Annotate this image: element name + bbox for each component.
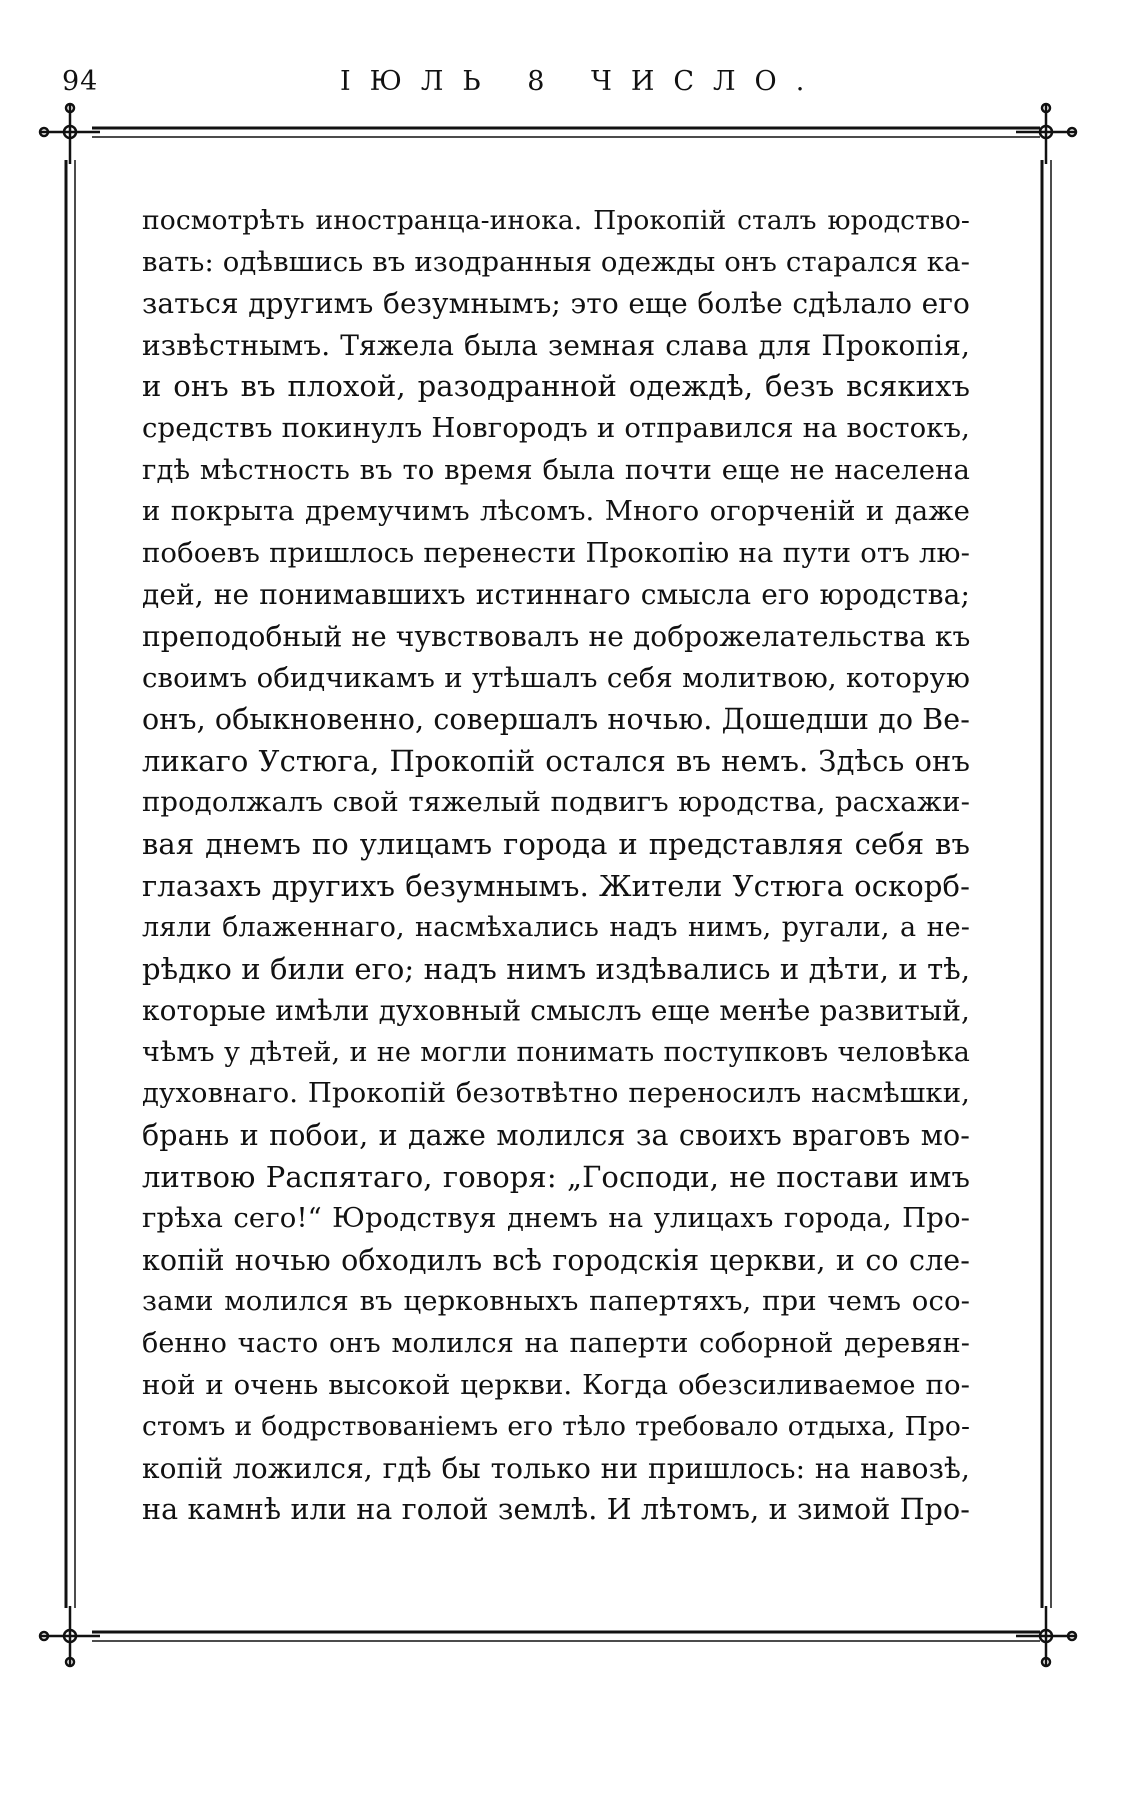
- text-line: дей, не понимавшихъ истиннаго смысла его юродства;: [142, 578, 970, 612]
- text-line: ной и очень высокой церкви. Когда обезсиливаемое по-: [142, 1368, 970, 1401]
- text-line: ликаго Устюга, Прокопій остался въ немъ. Здѣсь онъ: [142, 743, 970, 778]
- page-number: 94: [62, 66, 99, 97]
- text-line: копій ночью обходилъ всѣ городскія церкви, и со сле-: [142, 1243, 970, 1277]
- text-line: стомъ и бодрствованіемъ его тѣло требовало отдыха, Про-: [142, 1411, 970, 1443]
- text-line: заться другимъ безумнымъ; это еще болѣе сдѣлало его: [142, 287, 970, 321]
- text-line: литвою Распятаго, говоря: „Господи, не постави имъ: [142, 1159, 970, 1194]
- text-line: на камнѣ или на голой землѣ. И лѣтомъ, и зимой Про-: [142, 1493, 970, 1527]
- text-line: продолжалъ свой тяжелый подвигъ юродства, расхажи-: [142, 786, 970, 819]
- body-text: [142, 200, 970, 1531]
- running-head: [0, 62, 1140, 102]
- text-line: брань и побои, и даже молился за своихъ враговъ мо-: [142, 1119, 970, 1153]
- text-line: своимъ обидчикамъ и утѣшалъ себя молитвою, которую: [142, 661, 970, 694]
- text-line: преподобный не чувствовалъ не доброжелательства къ: [142, 619, 971, 653]
- text-line: вать: одѣвшись въ изодранныя одежды онъ старался ка-: [142, 245, 970, 278]
- text-line: и покрыта дремучимъ лѣсомъ. Много огорченій и даже: [142, 495, 970, 528]
- text-line: чѣмъ у дѣтей, и не могли понимать поступковъ человѣка: [142, 1036, 970, 1068]
- text-line: глазахъ другихъ безумнымъ. Жители Устюга оскорб-: [142, 868, 970, 903]
- text-line: онъ, обыкновенно, совершалъ ночью. Дошедши до Ве-: [142, 703, 970, 737]
- text-line: рѣдко и били его; надъ нимъ издѣвались и дѣти, и тѣ,: [142, 951, 971, 986]
- text-line: грѣха сего!“ Юродствуя днемъ на улицахъ города, Про-: [142, 1202, 970, 1235]
- text-line: извѣстнымъ. Тяжела была земная слава для Прокопія,: [142, 328, 970, 362]
- text-line: зами молился въ церковныхъ папертяхъ, при чемъ осо-: [142, 1285, 970, 1318]
- text-line: и онъ въ плохой, разодранной одеждѣ, безъ всякихъ: [142, 369, 970, 404]
- text-line: ляли блаженнаго, насмѣхались надъ нимъ, ругали, а не-: [142, 912, 970, 944]
- text-line: вая днемъ по улицамъ города и представляя себя въ: [142, 826, 970, 861]
- text-line: копій ложился, гдѣ бы только ни пришлось: на навозѣ,: [142, 1451, 970, 1485]
- text-line: которые имѣли духовный смыслъ еще менѣе развитый,: [142, 994, 970, 1028]
- text-line: средствъ покинулъ Новгородъ и отправился на востокъ,: [142, 411, 970, 444]
- text-line: гдѣ мѣстность въ то время была почти еще не населена: [142, 453, 970, 486]
- text-line: побоевъ пришлось перенести Прокопію на пути отъ лю-: [142, 536, 970, 569]
- text-line: бенно часто онъ молился на паперти соборной деревян-: [142, 1328, 970, 1360]
- text-line: духовнаго. Прокопій безотвѣтно переносилъ насмѣшки,: [142, 1077, 970, 1110]
- running-head-title: ІЮЛЬ 8 ЧИСЛО.: [340, 66, 824, 97]
- text-line: посмотрѣть иностранца-инока. Прокопій сталъ юродство-: [142, 205, 970, 236]
